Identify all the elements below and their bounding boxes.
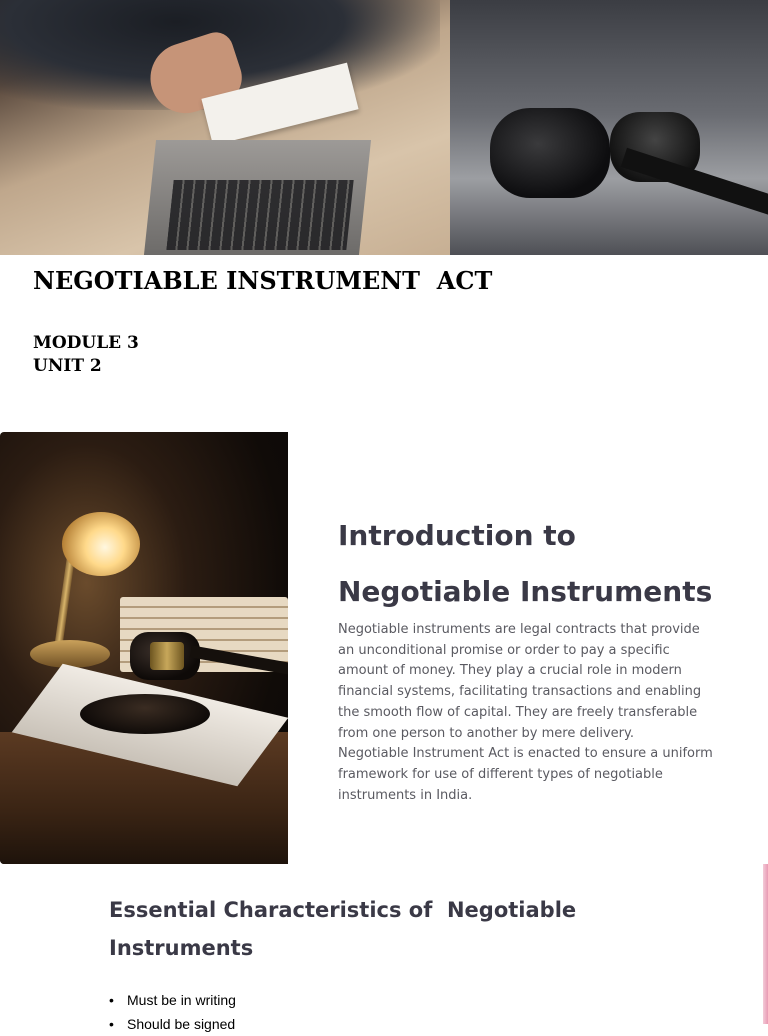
list-item (109, 988, 236, 1012)
intro-heading: Introduction to Negotiable Instruments (338, 519, 713, 608)
intro-paragraph: Negotiable Instrument Act is enacted to ensure a uniform framework for use of different types of negotiable instruments in India. (338, 746, 713, 803)
photo-keyboard (166, 180, 353, 250)
photo-lamp-shade (62, 512, 140, 576)
photo-lamp-base (30, 640, 110, 668)
list-item-text: Must be in writing (127, 992, 236, 1008)
intro-body (338, 620, 718, 806)
hero-photo (0, 0, 768, 255)
photo-gavel-head (490, 108, 610, 198)
module-label: MODULE 3 (33, 333, 139, 353)
desk-photo (0, 432, 288, 864)
characteristics-list (109, 988, 236, 1036)
list-item (109, 1012, 236, 1036)
list-item-text: Should be signed (127, 1016, 236, 1032)
photo-gavel-band (150, 642, 184, 670)
photo-sound-block (80, 694, 210, 734)
characteristics-heading: Essential Characteristics of Negotiable Instruments (109, 898, 584, 960)
unit-label: UNIT 2 (33, 356, 102, 376)
bullet-icon: • (109, 1016, 114, 1032)
intro-paragraph: Negotiable instruments are legal contracts that provide an unconditional promise or order to pay a specific amount of money. They play a crucial role in modern financial systems, facilitating transactions and enabling the smooth flow of capital. They are freely transferable from one person to another by mere delivery. (338, 622, 702, 741)
page-title: NEGOTIABLE INSTRUMENT ACT (33, 266, 493, 295)
edge-accent-bar (763, 864, 768, 1024)
bullet-icon: • (109, 992, 114, 1008)
